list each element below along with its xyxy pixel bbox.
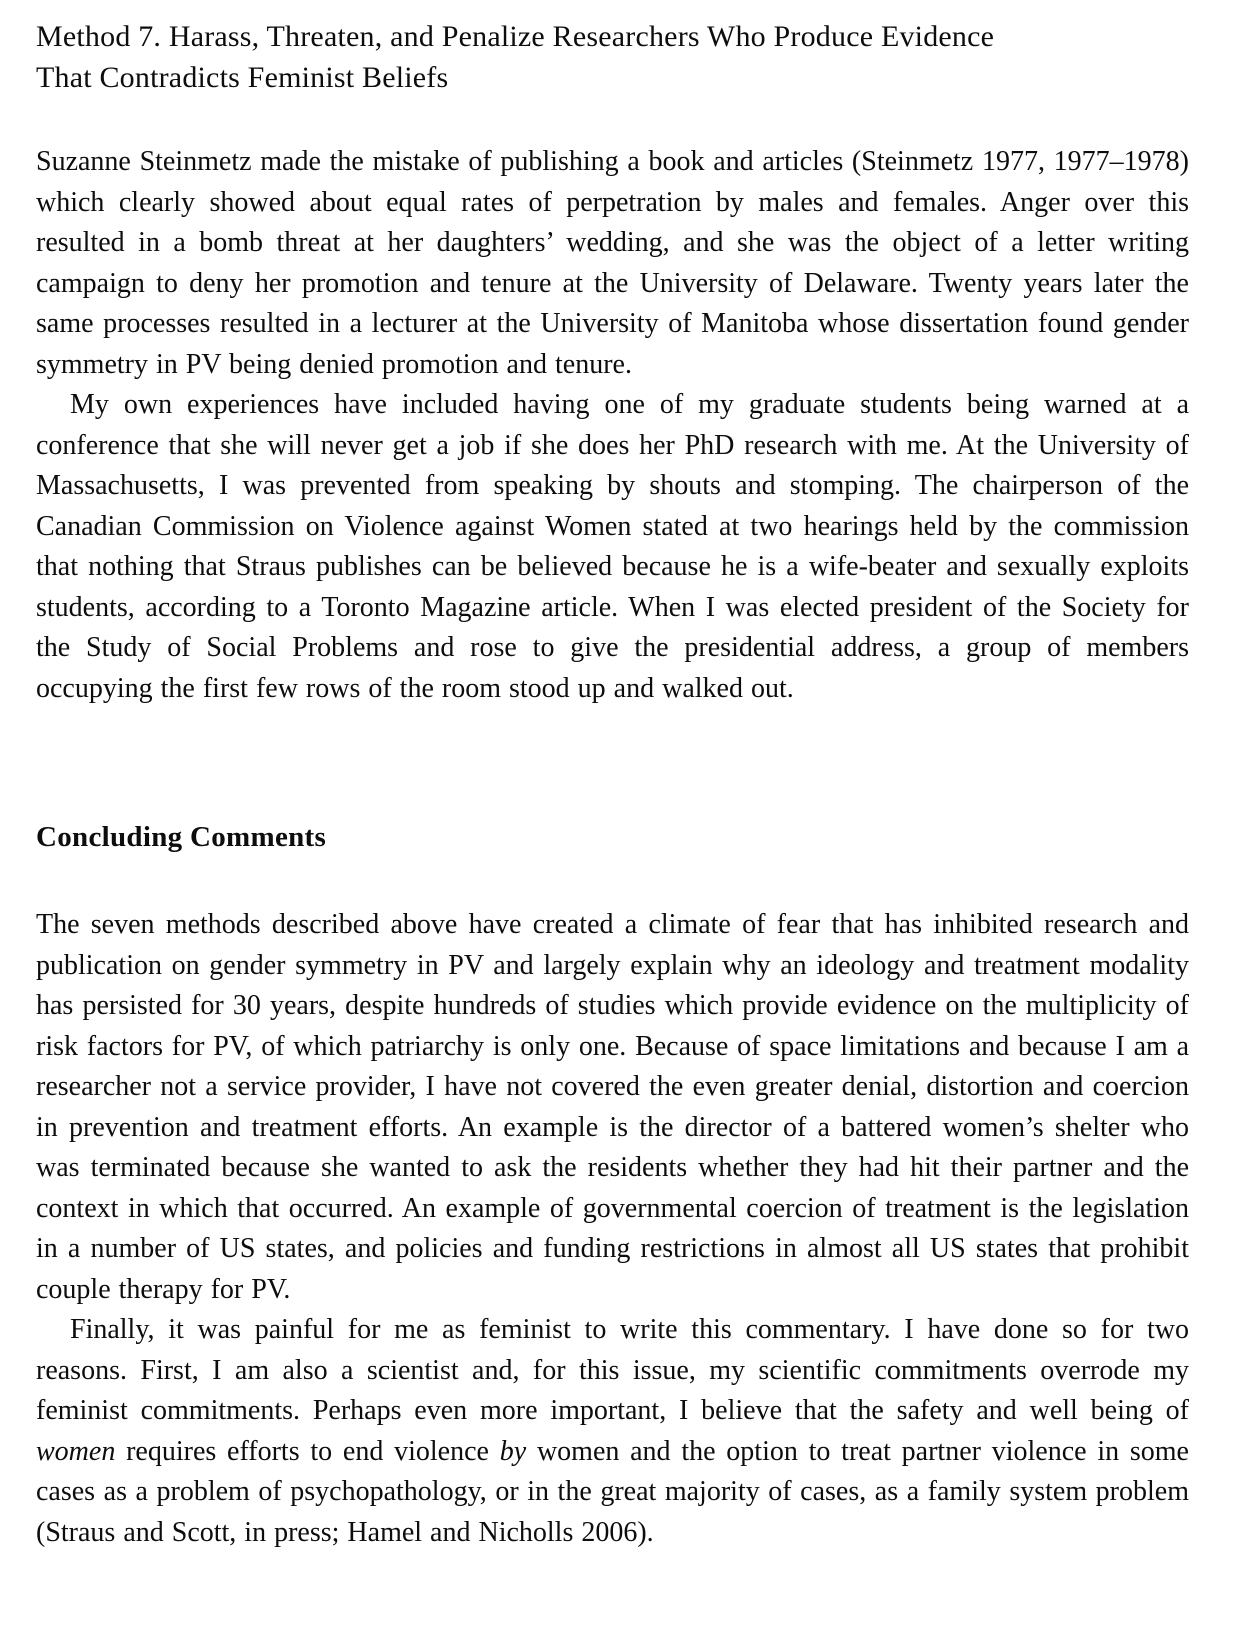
concluding-comments-heading: Concluding Comments	[36, 821, 327, 853]
concluding-paragraph-1: The seven methods described above have created a climate of fear that has inhibited research and publication on gender symmetry in PV and largely explain why an ideology and treatment modality has persisted for 30 years, despite hundreds of studies which provide evidence on the multiplicity of risk factors for PV, of which patriarchy is only one. Because of space limitations and because I am a researcher not a service provider, I have not covered the even greater denial, distortion and coercion in prevention and treatment efforts. An example is the director of a battered women’s shelter who was terminated because she wanted to ask the residents whether they had hit their partner and the context in which that occurred. An example of governmental coercion of treatment is the legislation in a number of US states, and policies and funding restrictions in almost all US states that prohibit couple therapy for PV.	[36, 909, 1189, 1305]
italic-word-women: women	[36, 1435, 116, 1467]
concluding-paragraph-2	[36, 1310, 1189, 1553]
text-segment: women and the option to treat partner violence in some cases as a problem of psychopathology, or in the great majority of cases, as a family system problem (Straus and Scott, in press; Hamel and Nicholls 2006).	[36, 1435, 1189, 1548]
italic-word-by: by	[499, 1435, 527, 1467]
method-section-heading	[36, 16, 1189, 98]
text-segment: Finally, it was painful for me as feminist to write this commentary. I have done so for two reasons. First, I am also a scientist and, for this issue, my scientific commitments overrode my feminist commitments. Perhaps even more important, I believe that the safety and well being of	[36, 1314, 1189, 1426]
method-heading-line-2: That Contradicts Feminist Beliefs	[36, 61, 449, 94]
method-heading-line-1: Method 7. Harass, Threaten, and Penalize Researchers Who Produce Evidence	[36, 20, 995, 53]
method-paragraph-2: My own experiences have included having one of my graduate students being warned at a conference that she will never get a job if she does her PhD research with me. At the University of Massachusetts, I was prevented from speaking by shouts and stomping. The chairperson of the Canadian Commission on Violence against Women stated at two hearings held by the commission that nothing that Straus publishes can be believed because he is a wife-beater and sexually exploits students, according to a Toronto Magazine article. When I was elected president of the Society for the Study of Social Problems and rose to give the presidential address, a group of members occupying the first few rows of the room stood up and walked out.	[36, 389, 1189, 704]
method-paragraph-1: Suzanne Steinmetz made the mistake of publishing a book and articles (Steinmetz 1977, 1977–1978) which clearly showed about equal rates of perpetration by males and females. Anger over this resulted in a bomb threat at her daughters’ wedding, and she was the object of a letter writing campaign to deny her promotion and tenure at the University of Delaware. Twenty years later the same processes resulted in a lecturer at the University of Manitoba whose dissertation found gender symmetry in PV being denied promotion and tenure.	[36, 146, 1189, 380]
text-segment: requires efforts to end violence	[115, 1435, 500, 1467]
